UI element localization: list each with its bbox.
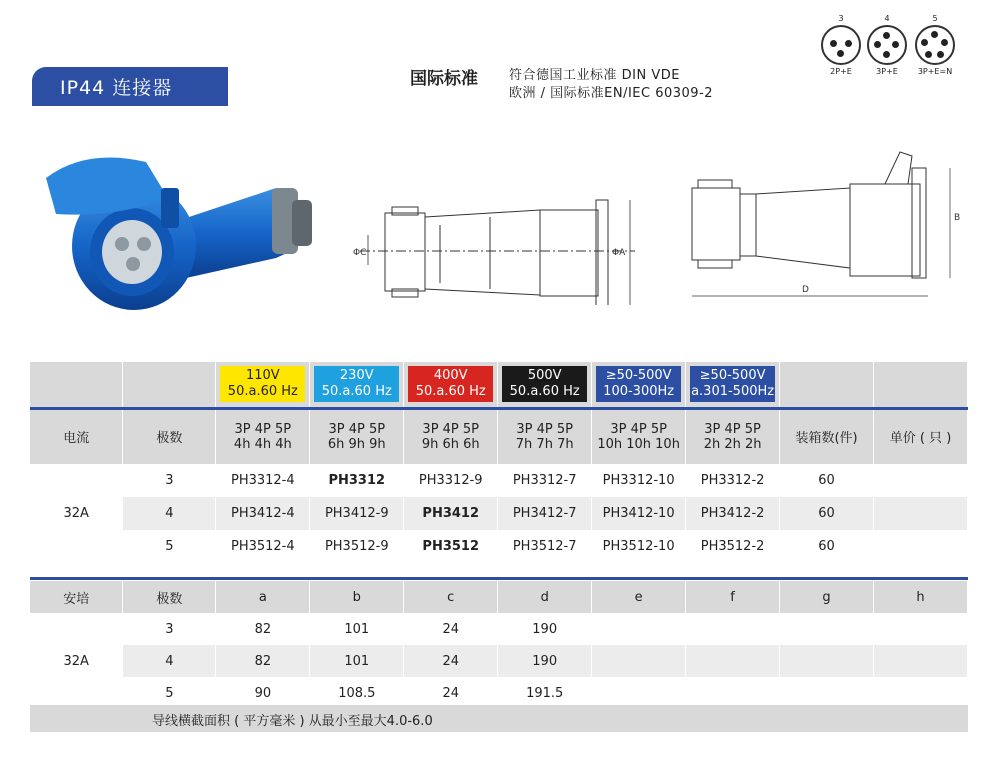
table-row bbox=[30, 530, 968, 563]
socket-5-pin-icon bbox=[915, 25, 955, 65]
price-cell bbox=[873, 497, 967, 530]
code-cell: PH3312-10 bbox=[592, 464, 686, 497]
product-title: IP44 连接器 bbox=[60, 77, 173, 99]
dim-cell: 190 bbox=[498, 613, 592, 645]
standard-heading: 国际标准 bbox=[410, 69, 478, 89]
title-bar bbox=[32, 67, 228, 104]
dim-header: h bbox=[873, 581, 967, 613]
code-cell: PH3412 bbox=[404, 497, 498, 530]
dim-cell bbox=[780, 645, 874, 677]
poles-value: 5 bbox=[123, 677, 216, 709]
pin-config: 3P+E=N bbox=[917, 67, 953, 76]
current-value: 32A bbox=[30, 613, 123, 709]
dim-cell: 191.5 bbox=[498, 677, 592, 709]
poles-value: 5 bbox=[123, 530, 216, 563]
poles-value: 3 bbox=[123, 613, 216, 645]
header-poles: 极数 bbox=[123, 581, 216, 613]
dim-header: d bbox=[498, 581, 592, 613]
pin-config: 3P+E bbox=[876, 67, 898, 76]
dim-cell: 24 bbox=[404, 645, 498, 677]
pin-config: 2P+E bbox=[830, 67, 852, 76]
voltage-header-row bbox=[30, 362, 968, 408]
dim-cell: 24 bbox=[404, 613, 498, 645]
pin-diagram-4 bbox=[864, 14, 910, 76]
code-cell: PH3312 bbox=[310, 464, 404, 497]
code-cell: PH3412-10 bbox=[592, 497, 686, 530]
dim-cell bbox=[873, 645, 967, 677]
dim-label-d: D bbox=[802, 285, 809, 295]
voltage-500v-cell: 500V 50.a.60 Hz bbox=[502, 366, 587, 402]
blank-cell bbox=[780, 362, 874, 408]
dim-label-phi-a: ΦA bbox=[612, 248, 626, 258]
dim-cell: 101 bbox=[310, 645, 404, 677]
dim-header: f bbox=[686, 581, 780, 613]
pin-count: 4 bbox=[884, 14, 890, 23]
poles-hours-cell: 3P 4P 5P 9h 6h 6h bbox=[404, 408, 498, 464]
dim-cell: 82 bbox=[216, 613, 310, 645]
code-cell: PH3312-7 bbox=[498, 464, 592, 497]
table-row bbox=[30, 497, 968, 530]
dim-cell bbox=[873, 613, 967, 645]
code-cell: PH3312-9 bbox=[404, 464, 498, 497]
dim-cell: 24 bbox=[404, 677, 498, 709]
blank-cell bbox=[123, 362, 216, 408]
poles-hours-cell: 3P 4P 5P 4h 4h 4h bbox=[216, 408, 310, 464]
code-cell: PH3412-9 bbox=[310, 497, 404, 530]
dim-cell bbox=[592, 645, 686, 677]
current-value: 32A bbox=[30, 464, 123, 563]
code-cell: PH3512-9 bbox=[310, 530, 404, 563]
header-poles: 极数 bbox=[123, 408, 216, 464]
code-cell: PH3312-4 bbox=[216, 464, 310, 497]
box-qty-cell: 60 bbox=[780, 530, 874, 563]
code-cell: PH3412-7 bbox=[498, 497, 592, 530]
code-cell: PH3512-4 bbox=[216, 530, 310, 563]
price-table bbox=[30, 362, 968, 563]
pin-count: 3 bbox=[838, 14, 844, 23]
header-unit-price: 单价 ( 只 ) bbox=[873, 408, 967, 464]
dim-header: e bbox=[592, 581, 686, 613]
dim-header: g bbox=[780, 581, 874, 613]
code-cell: PH3312-2 bbox=[686, 464, 780, 497]
code-cell: PH3512-2 bbox=[686, 530, 780, 563]
pin-diagram-5 bbox=[912, 14, 958, 76]
voltage-range-low-cell: ≥50-500V 100-300Hz bbox=[596, 366, 681, 402]
voltage-range-high-cell: ≥50-500V a.301-500Hz bbox=[690, 366, 775, 402]
voltage-400v-cell: 400V 50.a.60 Hz bbox=[408, 366, 493, 402]
section-divider bbox=[30, 577, 968, 580]
pin-diagram-3 bbox=[818, 14, 864, 76]
dim-header: c bbox=[404, 581, 498, 613]
top-view-drawing bbox=[680, 150, 970, 310]
dimension-header-row bbox=[30, 581, 968, 613]
connector-photo bbox=[36, 148, 326, 318]
price-cell bbox=[873, 464, 967, 497]
code-cell: PH3512 bbox=[404, 530, 498, 563]
code-cell: PH3412-2 bbox=[686, 497, 780, 530]
dim-cell bbox=[686, 645, 780, 677]
poles-value: 3 bbox=[123, 464, 216, 497]
voltage-110v-cell: 110V 50.a.60 Hz bbox=[220, 366, 305, 402]
wire-section-note bbox=[30, 705, 968, 732]
table-row bbox=[30, 464, 968, 497]
socket-3-pin-icon bbox=[821, 25, 861, 65]
poles-value: 4 bbox=[123, 645, 216, 677]
dim-cell bbox=[686, 613, 780, 645]
pin-count: 5 bbox=[932, 14, 938, 23]
dim-cell: 101 bbox=[310, 613, 404, 645]
box-qty-cell: 60 bbox=[780, 464, 874, 497]
dim-cell: 82 bbox=[216, 645, 310, 677]
dim-header: a bbox=[216, 581, 310, 613]
standard-line-1: 符合德国工业标准 DIN VDE bbox=[509, 68, 680, 83]
header-current: 电流 bbox=[30, 408, 123, 464]
dim-cell bbox=[592, 613, 686, 645]
dim-cell: 90 bbox=[216, 677, 310, 709]
standard-line-2: 欧洲 / 国际标准EN/IEC 60309-2 bbox=[509, 86, 714, 101]
dim-cell: 190 bbox=[498, 645, 592, 677]
header-box-qty: 装箱数(件) bbox=[780, 408, 874, 464]
dim-label-phi-c: ΦC bbox=[353, 248, 367, 258]
table-row bbox=[30, 645, 968, 677]
poles-hours-cell: 3P 4P 5P 2h 2h 2h bbox=[686, 408, 780, 464]
poles-hours-cell: 3P 4P 5P 6h 9h 9h bbox=[310, 408, 404, 464]
poles-value: 4 bbox=[123, 497, 216, 530]
dim-label-b: B bbox=[954, 213, 961, 223]
title-underline bbox=[32, 103, 228, 106]
dim-cell bbox=[780, 613, 874, 645]
socket-4-pin-icon bbox=[867, 25, 907, 65]
code-cell: PH3512-10 bbox=[592, 530, 686, 563]
poles-hours-cell: 3P 4P 5P 10h 10h 10h bbox=[592, 408, 686, 464]
code-cell: PH3512-7 bbox=[498, 530, 592, 563]
side-view-drawing bbox=[350, 185, 640, 305]
box-qty-cell: 60 bbox=[780, 497, 874, 530]
dim-header: b bbox=[310, 581, 404, 613]
voltage-230v-cell: 230V 50.a.60 Hz bbox=[314, 366, 399, 402]
code-cell: PH3412-4 bbox=[216, 497, 310, 530]
header-amp: 安培 bbox=[30, 581, 123, 613]
blank-cell bbox=[30, 362, 123, 408]
blank-cell bbox=[873, 362, 967, 408]
dim-cell: 108.5 bbox=[310, 677, 404, 709]
dimension-table bbox=[30, 581, 968, 709]
price-cell bbox=[873, 530, 967, 563]
poles-header-row bbox=[30, 408, 968, 464]
wire-section-text: 导线横截面积 ( 平方毫米 ) 从最小至最大4.0-6.0 bbox=[152, 714, 433, 729]
table-row bbox=[30, 613, 968, 645]
poles-hours-cell: 3P 4P 5P 7h 7h 7h bbox=[498, 408, 592, 464]
